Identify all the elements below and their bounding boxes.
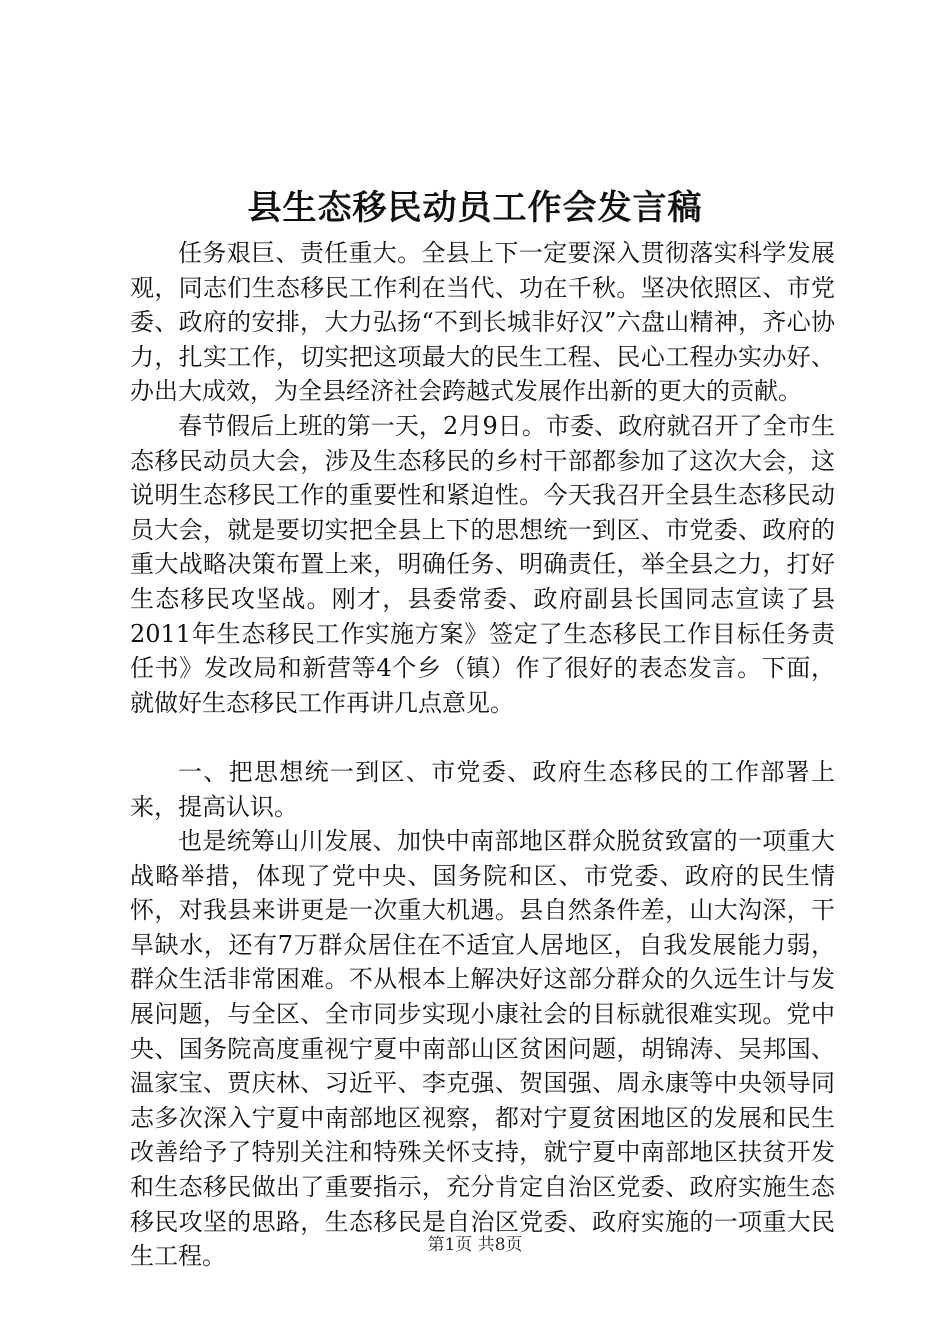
page-number-footer: 第1页 共8页 xyxy=(427,1235,523,1255)
paragraph: 也是统筹山川发展、加快中南部地区群众脱贫致富的一项重大战略举措，体现了党中央、国务院和区、市党委、政府的民生情怀，对我县来讲更是一次重大机遇。县自然条件差，山大沟深，干旱缺水，还有7万群众居住在不适宜人居地区，自我发展能力弱，群众生活非常困难。不从根本上解决好这部分群众的久远生计与发展问题，与全区、全市同步实现小康社会的目标就很难实现。党中央、国务院高度重视宁夏中南部山区贫困问题，胡锦涛、吴邦国、温家宝、贾庆林、习近平、李克强、贺国强、周永康等中央领导同志多次深入宁夏中南部地区视察，都对宁夏贫困地区的发展和民生改善给予了特别关注和特殊关怀支持，就宁夏中南部地区扶贫开发和生态移民做出了重要指示，充分肯定自治区党委、政府实施生态移民攻坚的思路，生态移民是自治区党委、政府实施的一项重大民生工程。 xyxy=(130,827,835,1271)
document-title: 县生态移民动员工作会发言稿 xyxy=(247,188,703,228)
paragraph-gap xyxy=(130,720,835,755)
section-heading: 一、把思想统一到区、市党委、政府生态移民的工作部署上来，提高认识。 xyxy=(130,757,835,821)
paragraph: 春节假后上班的第一天，2月9日。市委、政府就召开了全市生态移民动员大会，涉及生态移民的乡村干部都参加了这次大会，这说明生态移民工作的重要性和紧迫性。今天我召开全县生态移民动员大会，就是要切实把全县上下的思想统一到区、市党委、政府的重大战略决策布置上来，明确任务、明确责任，举全县之力，打好生态移民攻坚战。刚才，县委常委、政府副县长国同志宣读了县2011年生态移民工作实施方案》签定了生态移民工作目标任务责任书》发改局和新营等4个乡（镇）作了很好的表态发言。下面，就做好生态移民工作再讲几点意见。 xyxy=(130,411,835,717)
paragraph: 任务艰巨、责任重大。全县上下一定要深入贯彻落实科学发展观，同志们生态移民工作利在当代、功在千秋。坚决依照区、市党委、政府的安排，大力弘扬“不到长城非好汉”六盘山精神，齐心协力，扎实工作，切实把这项最大的民生工程、民心工程办实办好、办出大成效，为全县经济社会跨越式发展作出新的更大的贡献。 xyxy=(130,239,835,406)
document-body xyxy=(130,236,835,1274)
